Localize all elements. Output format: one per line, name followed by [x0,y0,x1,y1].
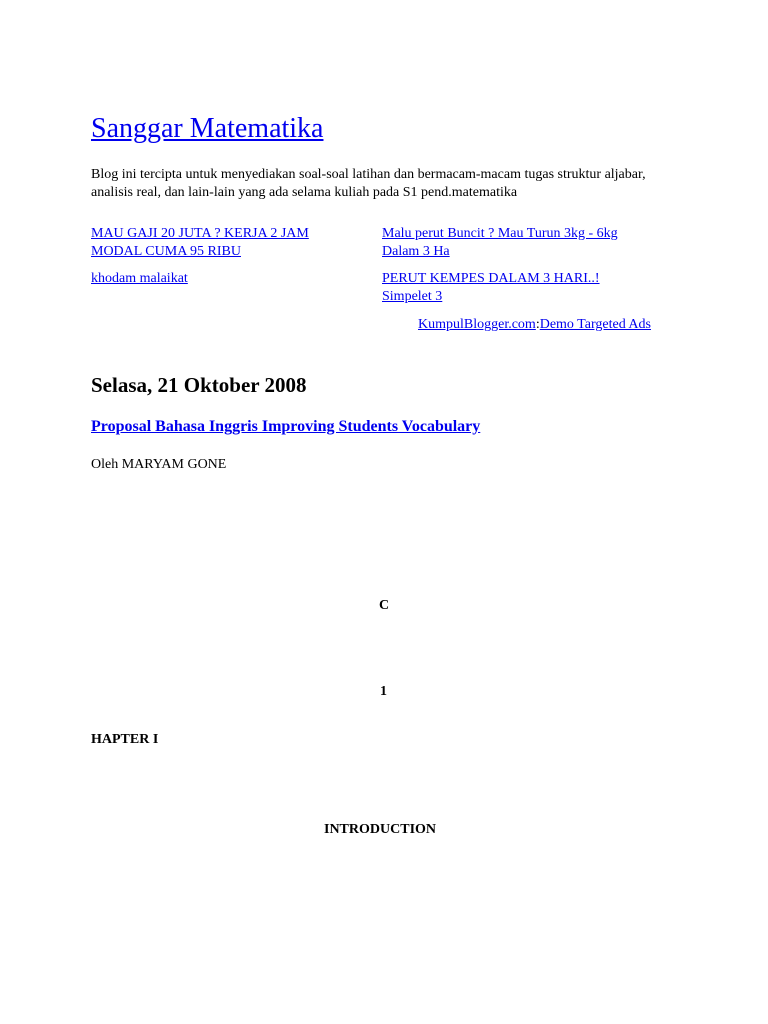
post-title-link[interactable]: Proposal Bahasa Inggris Improving Students Vocabulary [91,418,481,435]
ad-footer [418,316,651,334]
ad-footer-separator: : [535,317,540,332]
chapter-heading: HAPTER I [91,732,159,747]
blog-title-link[interactable]: Sanggar Matematika [91,113,324,144]
demo-targeted-ads-link[interactable]: Demo Targeted Ads [539,317,651,332]
post-date-header: Selasa, 21 Oktober 2008 [91,373,307,397]
section-introduction: INTRODUCTION [324,822,437,837]
chapter-letter-c: C [379,598,390,613]
ad-link-perut-buncit[interactable]: Malu perut Buncit ? Mau Turun 3kg - 6kg Dalam 3 Ha [382,226,618,259]
ad-link-gaji[interactable]: MAU GAJI 20 JUTA ? KERJA 2 JAM MODAL CUMA 95 RIBU [91,226,309,259]
kumpulblogger-link[interactable]: KumpulBlogger.com [418,317,536,332]
blog-description: Blog ini tercipta untuk menyediakan soal-soal latihan dan bermacam-macam tugas struktur aljabar, analisis real, dan lain-lain yang ada selama kuliah pada S1 pend.matematika [91,167,646,200]
post-author: Oleh MARYAM GONE [91,457,227,472]
chapter-number: 1 [380,684,387,699]
ad-link-khodam[interactable]: khodam malaikat [91,271,188,286]
ad-link-perut-kempes[interactable]: PERUT KEMPES DALAM 3 HARI..! Simpelet 3 [382,271,600,304]
